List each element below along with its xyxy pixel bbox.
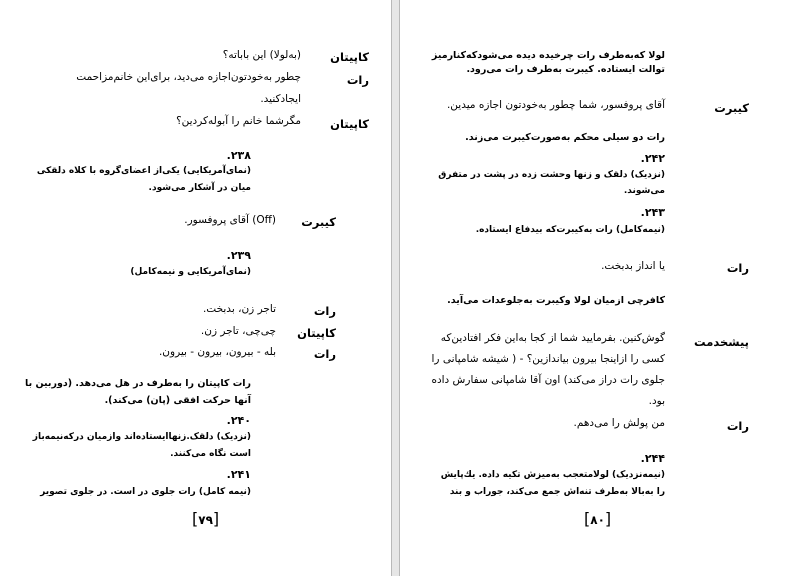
shot-number: ۲۳۹. xyxy=(226,249,251,262)
action-line: رات دو سیلی محکم به‌صورت‌کیبرت می‌زند. xyxy=(465,132,665,143)
action-line: کافرچی ازمیان لولا وکیبرت به‌جلوعدات می‌آید. xyxy=(447,295,665,306)
shot-number: ۲۴۲. xyxy=(640,152,665,165)
left-page xyxy=(0,0,392,576)
dialogue-line: ایجادکنید. xyxy=(260,93,301,105)
speaker-label: کاپیتان xyxy=(330,117,369,131)
speaker-label: رات xyxy=(313,304,336,318)
dialogue-line: یا انداز بدبخت. xyxy=(601,260,665,272)
speaker-label: کاپیتان xyxy=(330,50,369,64)
shot-number: ۲۴۳. xyxy=(640,206,665,219)
speaker-label: رات xyxy=(726,261,749,275)
action-line: رات کاپیتان را به‌طرف در هل می‌دهد. (دوربین با xyxy=(25,378,251,389)
dialogue-line: بود. xyxy=(648,395,665,407)
shot-description: (نزدیک) دلقک.زنها‌ایستاده‌اند وازمیان درکه‌نیمه‌باز xyxy=(32,432,251,442)
shot-description: (نیمه‌کامل) رات به‌کیبرت‌که بیدفاع ایستاده. xyxy=(475,225,665,235)
speaker-label: رات xyxy=(313,347,336,361)
page-number: [۸۰] xyxy=(584,509,612,528)
page-number: [۷۹] xyxy=(192,509,220,528)
dialogue-line: تاجر زن، بدبخت. xyxy=(202,303,276,315)
speaker-label: کیبرت xyxy=(301,215,336,229)
action-line: لولا که‌به‌طرف رات چرخیده دیده می‌شودکه‌کنارمیز xyxy=(431,50,665,61)
dialogue-line: کسی را ازاینجا بیرون بیاندازین؟ - ( شیشه شامپانی را xyxy=(431,353,665,365)
book-gutter xyxy=(392,0,399,576)
dialogue-line: آقای پروفسور، شما چطور به‌خودتون اجازه میدین. xyxy=(446,99,665,111)
speaker-label: کیبرت xyxy=(714,101,749,115)
shot-number: ۲۳۸. xyxy=(226,149,251,162)
shot-description: است نگاه می‌کنند. xyxy=(170,449,251,459)
shot-description: (نمای‌آمریکایی) یکی‌از اعضای‌گروه با کلاه دلقکی xyxy=(36,166,251,176)
speaker-label: رات xyxy=(726,419,749,433)
action-line: توالت ایستاده. کیبرت به‌طرف رات می‌رود. xyxy=(466,64,665,75)
action-line: آنها حرکت افقی (پان) می‌کند). xyxy=(104,395,251,406)
shot-description: (نیمه کامل) رات جلوی در است. در جلوی تصویر xyxy=(40,487,251,497)
speaker-label: پیشخدمت xyxy=(694,335,749,349)
dialogue-line: (بەلولا) این باباته؟ xyxy=(222,49,301,61)
dialogue-line: چطور به‌خودتون‌اجازه می‌دید، برای‌این خانم‌مزاحمت xyxy=(76,71,301,83)
shot-number: ۲۴۰. xyxy=(226,414,251,427)
dialogue-line: بله - بیرون، بیرون - بیرون. xyxy=(158,346,276,358)
right-page xyxy=(399,0,794,576)
dialogue-line: من پولش را می‌دهم. xyxy=(573,417,665,429)
speaker-label: کاپیتان xyxy=(297,326,336,340)
dialogue-line: جلوی رات دراز می‌کند) اون آقا شامپانی سفارش داده xyxy=(431,374,665,386)
shot-description: میان در آشکار می‌شود. xyxy=(148,183,251,193)
speaker-label: رات xyxy=(346,73,369,87)
dialogue-line: چی‌چی، تاجر زن. xyxy=(200,325,276,337)
shot-number: ۲۴۱. xyxy=(226,468,251,481)
shot-description: (نزدیک) دلقک و زنها وحشت زده در پشت در متفرق xyxy=(438,170,665,180)
dialogue-line: (Off) آقای پروفسور. xyxy=(184,214,276,226)
shot-description: (نیمه‌نزدیک) لولامتعجب به‌میزش تکیه داده. یك‌پایش xyxy=(440,470,665,480)
shot-description: (نمای‌آمریکایی و نیمه‌کامل) xyxy=(130,267,251,277)
shot-description: می‌شوند. xyxy=(623,186,665,196)
dialogue-line: مگرشما خانم را آبوله‌کردین؟ xyxy=(176,115,301,127)
shot-description: را به‌بالا به‌طرف تنه‌اش جمع می‌کند، جوراب و بند xyxy=(449,487,665,497)
dialogue-line: گوش‌کنین. بفرمایید شما از کجا به‌این فکر افتادین‌که xyxy=(440,332,665,344)
shot-number: ۲۴۴. xyxy=(640,452,665,465)
